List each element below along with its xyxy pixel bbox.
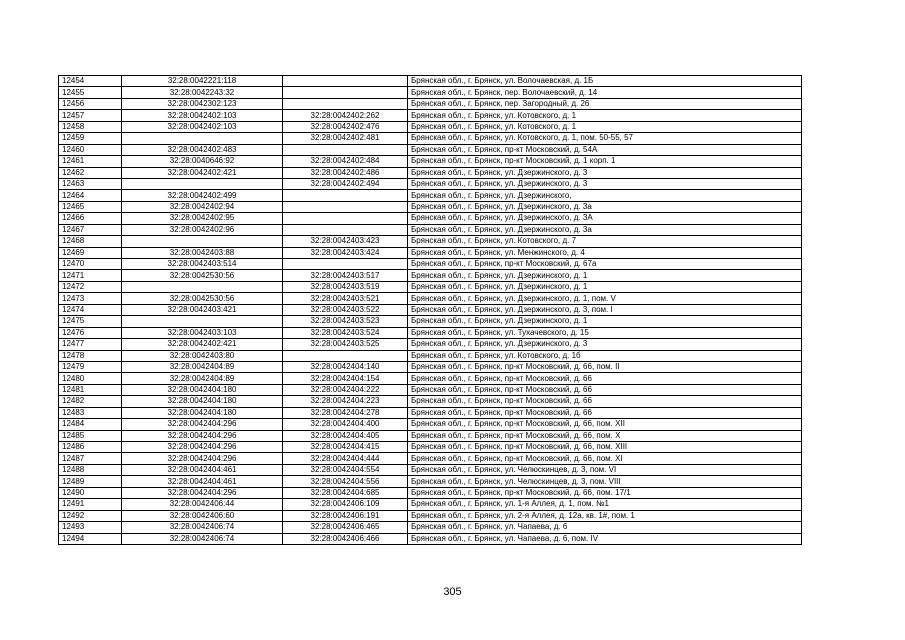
object-cadastral-number-cell: 32:28:0042403:521 xyxy=(283,293,408,304)
object-cadastral-number-cell xyxy=(283,350,408,361)
row-number-cell: 12462 xyxy=(59,167,122,178)
table-row xyxy=(59,76,802,87)
address-cell: Брянская обл., г. Брянск, ул. Дзержинского, д. 3а xyxy=(408,224,802,235)
row-number-cell: 12459 xyxy=(59,133,122,144)
object-cadastral-number-cell: 32:28:0042404:278 xyxy=(283,407,408,418)
row-number-cell: 12460 xyxy=(59,144,122,155)
cadastral-number-cell: 32:28:0040646:92 xyxy=(122,156,283,167)
cadastral-number-cell: 32:28:0042302:123 xyxy=(122,98,283,109)
address-cell: Брянская обл., г. Брянск, пр-кт Московский, д. 66, пом. II xyxy=(408,361,802,372)
object-cadastral-number-cell: 32:28:0042403:523 xyxy=(283,316,408,327)
address-cell: Брянская обл., г. Брянск, пр-кт Московский, д. 66 xyxy=(408,373,802,384)
cadastral-number-cell: 32:28:0042404:180 xyxy=(122,384,283,395)
object-cadastral-number-cell: 32:28:0042402:486 xyxy=(283,167,408,178)
address-cell: Брянская обл., г. Брянск, пер. Волочаевский, д. 14 xyxy=(408,87,802,98)
address-cell: Брянская обл., г. Брянск, ул. 1-я Аллея, д. 1, пом. №1 xyxy=(408,499,802,510)
address-cell: Брянская обл., г. Брянск, ул. Дзержинского, д. 3А xyxy=(408,213,802,224)
object-cadastral-number-cell: 32:28:0042404:685 xyxy=(283,487,408,498)
cadastral-number-cell xyxy=(122,236,283,247)
table-row xyxy=(59,247,802,258)
row-number-cell: 12485 xyxy=(59,430,122,441)
address-cell: Брянская обл., г. Брянск, ул. Котовского, д. 7 xyxy=(408,236,802,247)
cadastral-number-cell: 32:28:0042530:56 xyxy=(122,270,283,281)
cadastral-number-cell: 32:28:0042404:296 xyxy=(122,419,283,430)
object-cadastral-number-cell xyxy=(283,98,408,109)
address-cell: Брянская обл., г. Брянск, пр-кт Московский, д. 66, пом. 17/1 xyxy=(408,487,802,498)
cadastral-number-cell: 32:28:0042404:296 xyxy=(122,442,283,453)
row-number-cell: 12470 xyxy=(59,259,122,270)
registry-table xyxy=(58,75,802,545)
address-cell: Брянская обл., г. Брянск, ул. Челюскинцев, д. 3, пом. VIII xyxy=(408,476,802,487)
table-row xyxy=(59,510,802,521)
row-number-cell: 12491 xyxy=(59,499,122,510)
address-cell: Брянская обл., г. Брянск, пр-кт Московский, д. 66 xyxy=(408,396,802,407)
address-cell: Брянская обл., г. Брянск, ул. Дзержинского, xyxy=(408,190,802,201)
cadastral-number-cell: 32:28:0042403:80 xyxy=(122,350,283,361)
row-number-cell: 12494 xyxy=(59,533,122,544)
table-row xyxy=(59,110,802,121)
address-cell: Брянская обл., г. Брянск, ул. Котовского, д. 1б xyxy=(408,350,802,361)
row-number-cell: 12458 xyxy=(59,121,122,132)
cadastral-number-cell: 32:28:0042404:296 xyxy=(122,487,283,498)
table-row xyxy=(59,259,802,270)
row-number-cell: 12465 xyxy=(59,201,122,212)
cadastral-number-cell: 32:28:0042402:421 xyxy=(122,339,283,350)
address-cell: Брянская обл., г. Брянск, ул. Дзержинского, д. 1 xyxy=(408,270,802,281)
cadastral-number-cell: 32:28:0042530:56 xyxy=(122,293,283,304)
table-row xyxy=(59,442,802,453)
cadastral-number-cell: 32:28:0042403:514 xyxy=(122,259,283,270)
table-row xyxy=(59,133,802,144)
object-cadastral-number-cell: 32:28:0042404:400 xyxy=(283,419,408,430)
object-cadastral-number-cell: 32:28:0042404:223 xyxy=(283,396,408,407)
table-row xyxy=(59,373,802,384)
address-cell: Брянская обл., г. Брянск, пр-кт Московский, д. 1 корп. 1 xyxy=(408,156,802,167)
address-cell: Брянская обл., г. Брянск, пр-кт Московский, д. 67а xyxy=(408,259,802,270)
object-cadastral-number-cell: 32:28:0042406:191 xyxy=(283,510,408,521)
row-number-cell: 12475 xyxy=(59,316,122,327)
object-cadastral-number-cell: 32:28:0042403:522 xyxy=(283,304,408,315)
address-cell: Брянская обл., г. Брянск, ул. Челюскинцев, д. 3, пом. VI xyxy=(408,464,802,475)
cadastral-number-cell: 32:28:0042403:421 xyxy=(122,304,283,315)
cadastral-number-cell: 32:28:0042402:95 xyxy=(122,213,283,224)
cadastral-number-cell: 32:28:0042404:89 xyxy=(122,361,283,372)
object-cadastral-number-cell: 32:28:0042402:476 xyxy=(283,121,408,132)
row-number-cell: 12481 xyxy=(59,384,122,395)
object-cadastral-number-cell: 32:28:0042402:484 xyxy=(283,156,408,167)
cadastral-number-cell xyxy=(122,133,283,144)
table-row xyxy=(59,499,802,510)
address-cell: Брянская обл., г. Брянск, ул. Волочаевская, д. 1Б xyxy=(408,76,802,87)
cadastral-number-cell: 32:28:0042404:296 xyxy=(122,430,283,441)
row-number-cell: 12457 xyxy=(59,110,122,121)
table-row xyxy=(59,144,802,155)
object-cadastral-number-cell: 32:28:0042403:424 xyxy=(283,247,408,258)
address-cell: Брянская обл., г. Брянск, ул. Дзержинского, д. 1 xyxy=(408,316,802,327)
cadastral-number-cell xyxy=(122,281,283,292)
cadastral-number-cell: 32:28:0042402:96 xyxy=(122,224,283,235)
object-cadastral-number-cell xyxy=(283,87,408,98)
address-cell: Брянская обл., г. Брянск, ул. Дзержинского, д. 3а xyxy=(408,201,802,212)
table-row xyxy=(59,236,802,247)
cadastral-number-cell: 32:28:0042403:88 xyxy=(122,247,283,258)
object-cadastral-number-cell: 32:28:0042406:466 xyxy=(283,533,408,544)
table-row xyxy=(59,384,802,395)
address-cell: Брянская обл., г. Брянск, ул. Котовского, д. 1, пом. 50-55, 57 xyxy=(408,133,802,144)
table-row xyxy=(59,156,802,167)
address-cell: Брянская обл., г. Брянск, ул. Дзержинского, д. 3 xyxy=(408,339,802,350)
table-row xyxy=(59,293,802,304)
cadastral-number-cell: 32:28:0042404:461 xyxy=(122,476,283,487)
cadastral-number-cell: 32:28:0042404:296 xyxy=(122,453,283,464)
object-cadastral-number-cell: 32:28:0042403:524 xyxy=(283,327,408,338)
object-cadastral-number-cell: 32:28:0042404:405 xyxy=(283,430,408,441)
table-row xyxy=(59,270,802,281)
object-cadastral-number-cell: 32:28:0042403:525 xyxy=(283,339,408,350)
row-number-cell: 12466 xyxy=(59,213,122,224)
object-cadastral-number-cell: 32:28:0042404:444 xyxy=(283,453,408,464)
object-cadastral-number-cell: 32:28:0042406:465 xyxy=(283,522,408,533)
table-row xyxy=(59,213,802,224)
address-cell: Брянская обл., г. Брянск, пр-кт Московский, д. 54А xyxy=(408,144,802,155)
row-number-cell: 12474 xyxy=(59,304,122,315)
address-cell: Брянская обл., г. Брянск, пр-кт Московский, д. 66 xyxy=(408,384,802,395)
table-row xyxy=(59,201,802,212)
object-cadastral-number-cell: 32:28:0042403:423 xyxy=(283,236,408,247)
object-cadastral-number-cell: 32:28:0042404:415 xyxy=(283,442,408,453)
object-cadastral-number-cell xyxy=(283,213,408,224)
row-number-cell: 12477 xyxy=(59,339,122,350)
table-row xyxy=(59,476,802,487)
object-cadastral-number-cell: 32:28:0042404:222 xyxy=(283,384,408,395)
table-row xyxy=(59,419,802,430)
cadastral-number-cell: 32:28:0042404:89 xyxy=(122,373,283,384)
table-row xyxy=(59,350,802,361)
address-cell: Брянская обл., г. Брянск, пер. Загородный, д. 26 xyxy=(408,98,802,109)
row-number-cell: 12461 xyxy=(59,156,122,167)
table-row xyxy=(59,407,802,418)
row-number-cell: 12472 xyxy=(59,281,122,292)
table-row xyxy=(59,121,802,132)
row-number-cell: 12464 xyxy=(59,190,122,201)
address-cell: Брянская обл., г. Брянск, ул. Чапаева, д. 6 xyxy=(408,522,802,533)
address-cell: Брянская обл., г. Брянск, ул. 2-я Аллея, д. 12а, кв. 1#, пом. 1 xyxy=(408,510,802,521)
row-number-cell: 12482 xyxy=(59,396,122,407)
row-number-cell: 12473 xyxy=(59,293,122,304)
row-number-cell: 12467 xyxy=(59,224,122,235)
row-number-cell: 12468 xyxy=(59,236,122,247)
cadastral-number-cell: 32:28:0042402:499 xyxy=(122,190,283,201)
cadastral-number-cell: 32:28:0042402:103 xyxy=(122,121,283,132)
row-number-cell: 12463 xyxy=(59,178,122,189)
cadastral-number-cell: 32:28:0042402:421 xyxy=(122,167,283,178)
cadastral-number-cell: 32:28:0042404:180 xyxy=(122,396,283,407)
cadastral-number-cell xyxy=(122,316,283,327)
table-row xyxy=(59,98,802,109)
table-row xyxy=(59,190,802,201)
object-cadastral-number-cell: 32:28:0042402:494 xyxy=(283,178,408,189)
cadastral-number-cell: 32:28:0042406:74 xyxy=(122,533,283,544)
table-row xyxy=(59,522,802,533)
row-number-cell: 12486 xyxy=(59,442,122,453)
cadastral-number-cell: 32:28:0042402:483 xyxy=(122,144,283,155)
table-row xyxy=(59,87,802,98)
object-cadastral-number-cell: 32:28:0042402:481 xyxy=(283,133,408,144)
row-number-cell: 12454 xyxy=(59,76,122,87)
cadastral-number-cell: 32:28:0042221:118 xyxy=(122,76,283,87)
address-cell: Брянская обл., г. Брянск, ул. Дзержинского, д. 1, пом. V xyxy=(408,293,802,304)
cadastral-number-cell: 32:28:0042406:74 xyxy=(122,522,283,533)
object-cadastral-number-cell: 32:28:0042404:140 xyxy=(283,361,408,372)
cadastral-number-cell: 32:28:0042403:103 xyxy=(122,327,283,338)
cadastral-number-cell: 32:28:0042406:60 xyxy=(122,510,283,521)
row-number-cell: 12493 xyxy=(59,522,122,533)
table-row xyxy=(59,327,802,338)
registry-table-body xyxy=(59,76,802,545)
row-number-cell: 12476 xyxy=(59,327,122,338)
cadastral-number-cell: 32:28:0042243:32 xyxy=(122,87,283,98)
table-row xyxy=(59,304,802,315)
cadastral-number-cell xyxy=(122,178,283,189)
table-row xyxy=(59,453,802,464)
cadastral-number-cell: 32:28:0042404:180 xyxy=(122,407,283,418)
table-row xyxy=(59,487,802,498)
object-cadastral-number-cell xyxy=(283,201,408,212)
table-row xyxy=(59,533,802,544)
row-number-cell: 12469 xyxy=(59,247,122,258)
object-cadastral-number-cell: 32:28:0042402:262 xyxy=(283,110,408,121)
cadastral-number-cell: 32:28:0042406:44 xyxy=(122,499,283,510)
address-cell: Брянская обл., г. Брянск, ул. Дзержинского, д. 3 xyxy=(408,178,802,189)
object-cadastral-number-cell: 32:28:0042404:154 xyxy=(283,373,408,384)
row-number-cell: 12456 xyxy=(59,98,122,109)
table-row xyxy=(59,361,802,372)
address-cell: Брянская обл., г. Брянск, ул. Дзержинского, д. 3 xyxy=(408,167,802,178)
object-cadastral-number-cell: 32:28:0042403:519 xyxy=(283,281,408,292)
table-row xyxy=(59,281,802,292)
object-cadastral-number-cell: 32:28:0042404:556 xyxy=(283,476,408,487)
row-number-cell: 12480 xyxy=(59,373,122,384)
page-number: 305 xyxy=(443,586,462,598)
row-number-cell: 12487 xyxy=(59,453,122,464)
object-cadastral-number-cell xyxy=(283,76,408,87)
address-cell: Брянская обл., г. Брянск, ул. Котовского, д. 1 xyxy=(408,121,802,132)
row-number-cell: 12489 xyxy=(59,476,122,487)
address-cell: Брянская обл., г. Брянск, ул. Менжинского, д. 4 xyxy=(408,247,802,258)
table-row xyxy=(59,224,802,235)
object-cadastral-number-cell: 32:28:0042404:554 xyxy=(283,464,408,475)
table-row xyxy=(59,167,802,178)
address-cell: Брянская обл., г. Брянск, ул. Дзержинского, д. 3, пом. I xyxy=(408,304,802,315)
table-row xyxy=(59,316,802,327)
address-cell: Брянская обл., г. Брянск, пр-кт Московский, д. 66, пом. XI xyxy=(408,453,802,464)
address-cell: Брянская обл., г. Брянск, ул. Чапаева, д. 6, пом. IV xyxy=(408,533,802,544)
address-cell: Брянская обл., г. Брянск, ул. Тухачевского, д. 15 xyxy=(408,327,802,338)
table-row xyxy=(59,464,802,475)
cadastral-number-cell: 32:28:0042404:461 xyxy=(122,464,283,475)
table-row xyxy=(59,430,802,441)
address-cell: Брянская обл., г. Брянск, пр-кт Московский, д. 66, пом. XII xyxy=(408,419,802,430)
address-cell: Брянская обл., г. Брянск, ул. Котовского, д. 1 xyxy=(408,110,802,121)
table-row xyxy=(59,339,802,350)
table-row xyxy=(59,178,802,189)
row-number-cell: 12471 xyxy=(59,270,122,281)
table-row xyxy=(59,396,802,407)
object-cadastral-number-cell xyxy=(283,259,408,270)
row-number-cell: 12484 xyxy=(59,419,122,430)
object-cadastral-number-cell xyxy=(283,224,408,235)
row-number-cell: 12490 xyxy=(59,487,122,498)
row-number-cell: 12478 xyxy=(59,350,122,361)
address-cell: Брянская обл., г. Брянск, пр-кт Московский, д. 66 xyxy=(408,407,802,418)
object-cadastral-number-cell: 32:28:0042406:109 xyxy=(283,499,408,510)
row-number-cell: 12479 xyxy=(59,361,122,372)
address-cell: Брянская обл., г. Брянск, ул. Дзержинского, д. 1 xyxy=(408,281,802,292)
cadastral-number-cell: 32:28:0042402:94 xyxy=(122,201,283,212)
address-cell: Брянская обл., г. Брянск, пр-кт Московский, д. 66, пом. XIII xyxy=(408,442,802,453)
object-cadastral-number-cell xyxy=(283,190,408,201)
row-number-cell: 12483 xyxy=(59,407,122,418)
row-number-cell: 12488 xyxy=(59,464,122,475)
address-cell: Брянская обл., г. Брянск, пр-кт Московский, д. 66, пом. X xyxy=(408,430,802,441)
object-cadastral-number-cell: 32:28:0042403:517 xyxy=(283,270,408,281)
row-number-cell: 12492 xyxy=(59,510,122,521)
object-cadastral-number-cell xyxy=(283,144,408,155)
row-number-cell: 12455 xyxy=(59,87,122,98)
cadastral-number-cell: 32:28:0042402:103 xyxy=(122,110,283,121)
